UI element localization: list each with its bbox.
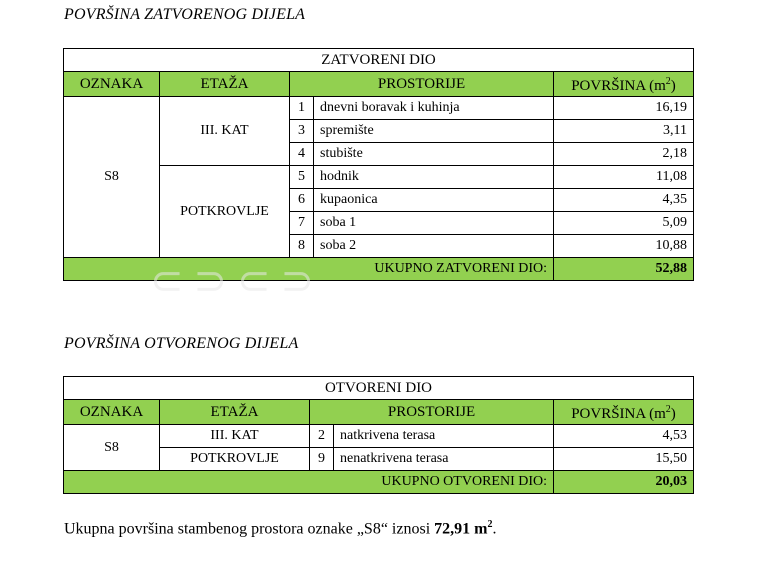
room-name: soba 1 (314, 212, 554, 235)
table-title: ZATVORENI DIO (64, 49, 694, 72)
room-number: 7 (290, 212, 314, 235)
header-oznaka: OZNAKA (64, 400, 160, 425)
table-header-row (64, 72, 694, 97)
room-name: kupaonica (314, 189, 554, 212)
table-title-row (64, 49, 694, 72)
summary-sentence (64, 519, 496, 538)
floor-cell: III. KAT (160, 97, 290, 166)
total-row (64, 471, 694, 494)
floor-cell: III. KAT (160, 425, 310, 448)
header-etaza: ETAŽA (160, 400, 310, 425)
oznaka-cell: S8 (64, 425, 160, 471)
header-etaza: ETAŽA (160, 72, 290, 97)
summary-end: . (492, 520, 497, 538)
room-number: 6 (290, 189, 314, 212)
summary-unit-superscript: 2 (487, 519, 493, 530)
room-name: natkrivena terasa (334, 425, 554, 448)
total-label: UKUPNO ZATVORENI DIO: (64, 258, 554, 281)
header-prostorije: PROSTORIJE (290, 72, 554, 97)
summary-text: Ukupna površina stambenog prostora oznake „S8“ iznosi (64, 520, 435, 538)
table-row (64, 425, 694, 448)
floor-cell: POTKROVLJE (160, 166, 290, 258)
room-area: 11,08 (554, 166, 694, 189)
table-header-row (64, 400, 694, 425)
total-value: 52,88 (554, 258, 694, 281)
header-povrsina (554, 400, 694, 425)
closed-area-table (63, 48, 694, 281)
room-area: 3,11 (554, 120, 694, 143)
header-prostorije: PROSTORIJE (310, 400, 554, 425)
closed-section-heading: POVRŠINA ZATVORENOG DIJELA (64, 6, 306, 23)
open-section-heading: POVRŠINA OTVORENOG DIJELA (64, 335, 299, 352)
open-area-table (63, 376, 694, 494)
room-area: 4,53 (554, 425, 694, 448)
room-name: dnevni boravak i kuhinja (314, 97, 554, 120)
room-number: 4 (290, 143, 314, 166)
header-povrsina-text: POVRŠINA (m (571, 78, 666, 94)
room-name: soba 2 (314, 235, 554, 258)
room-area: 5,09 (554, 212, 694, 235)
table-title: OTVORENI DIO (64, 377, 694, 400)
room-area: 10,88 (554, 235, 694, 258)
room-name: hodnik (314, 166, 554, 189)
room-area: 15,50 (554, 448, 694, 471)
room-name: nenatkrivena terasa (334, 448, 554, 471)
room-area: 16,19 (554, 97, 694, 120)
room-number: 3 (290, 120, 314, 143)
room-number: 8 (290, 235, 314, 258)
table-title-row (64, 377, 694, 400)
room-name: spremište (314, 120, 554, 143)
header-povrsina-text: POVRŠINA (m (571, 406, 666, 422)
room-area: 4,35 (554, 189, 694, 212)
unit-superscript: 2 (665, 76, 671, 87)
room-number: 2 (310, 425, 334, 448)
summary-total: 72,91 m (434, 520, 488, 538)
total-value: 20,03 (554, 471, 694, 494)
unit-superscript: 2 (665, 404, 671, 415)
room-number: 9 (310, 448, 334, 471)
total-row (64, 258, 694, 281)
oznaka-cell: S8 (64, 97, 160, 258)
room-name: stubište (314, 143, 554, 166)
header-oznaka: OZNAKA (64, 72, 160, 97)
watermark-logo: ⊂⊃⊂⊃ (150, 259, 325, 303)
room-number: 1 (290, 97, 314, 120)
header-close-paren: ) (670, 78, 676, 94)
floor-cell: POTKROVLJE (160, 448, 310, 471)
header-povrsina (554, 72, 694, 97)
table-row (64, 97, 694, 120)
total-label: UKUPNO OTVORENI DIO: (64, 471, 554, 494)
room-area: 2,18 (554, 143, 694, 166)
header-close-paren: ) (670, 406, 676, 422)
room-number: 5 (290, 166, 314, 189)
